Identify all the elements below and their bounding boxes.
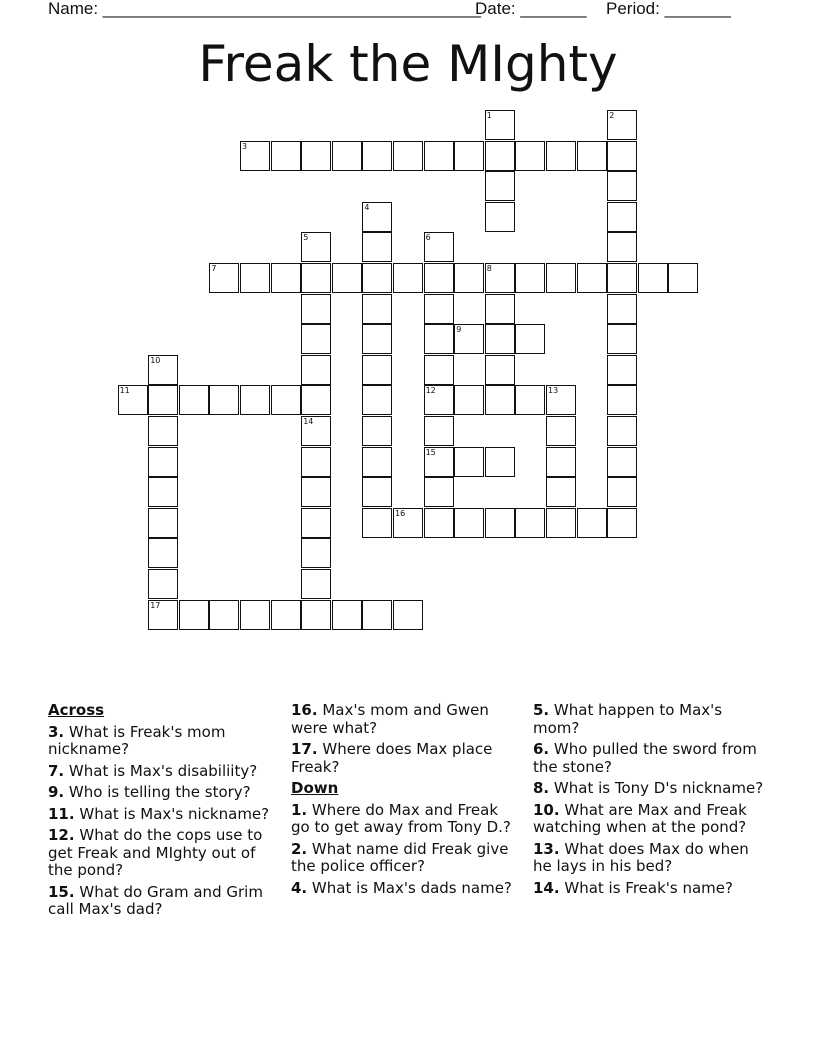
grid-cell[interactable]: [515, 508, 545, 538]
grid-cell[interactable]: [332, 600, 362, 630]
grid-cell[interactable]: [485, 385, 515, 415]
grid-cell[interactable]: [638, 263, 668, 293]
cell-number: 13: [548, 386, 559, 396]
grid-cell[interactable]: [393, 141, 423, 171]
grid-cell[interactable]: [607, 324, 637, 354]
grid-cell[interactable]: [301, 447, 331, 477]
grid-cell[interactable]: [148, 447, 178, 477]
grid-cell[interactable]: [362, 141, 392, 171]
grid-cell[interactable]: [424, 263, 454, 293]
puzzle-title: Freak the MIghty: [198, 35, 618, 93]
cell-number: 2: [609, 111, 615, 120]
cell-number: 15: [425, 447, 436, 457]
grid-cell[interactable]: [301, 569, 331, 599]
grid-cell[interactable]: [271, 600, 301, 630]
grid-cell[interactable]: [209, 600, 239, 630]
grid-cell[interactable]: [424, 477, 454, 507]
grid-cell[interactable]: [301, 355, 331, 385]
clue-down-5: 5. What happen to Max's mom?: [533, 701, 723, 737]
across-heading: Across: [48, 701, 105, 719]
grid-cell[interactable]: [148, 569, 178, 599]
grid-cell[interactable]: [424, 355, 454, 385]
cell-number: 17: [150, 600, 161, 610]
grid-cell[interactable]: [362, 477, 392, 507]
period-field-label[interactable]: Period: _______: [606, 0, 731, 18]
grid-cell[interactable]: [485, 202, 515, 232]
grid-cell[interactable]: [607, 355, 637, 385]
grid-cell[interactable]: [362, 447, 392, 477]
grid-cell[interactable]: [424, 416, 454, 446]
grid-cell[interactable]: [607, 171, 637, 201]
grid-cell[interactable]: [454, 508, 484, 538]
clue-across-12: 12. What do the cops use to get Freak and MIghty out of the pond?: [48, 826, 263, 879]
grid-cell[interactable]: [362, 263, 392, 293]
clue-down-14: 14. What is Freak's name?: [533, 878, 733, 897]
grid-cell[interactable]: [607, 263, 637, 293]
grid-cell[interactable]: [301, 324, 331, 354]
grid-cell[interactable]: [454, 141, 484, 171]
clue-down-6: 6. Who pulled the sword from the stone?: [533, 740, 757, 776]
grid-cell[interactable]: [301, 477, 331, 507]
clue-across-3: 3. What is Freak's mom nickname?: [48, 722, 226, 758]
grid-cell[interactable]: [607, 232, 637, 262]
grid-cell[interactable]: [485, 171, 515, 201]
grid-cell[interactable]: [240, 385, 270, 415]
cell-number: 1: [486, 111, 492, 120]
cell-number: 6: [425, 233, 431, 243]
grid-cell[interactable]: [485, 355, 515, 385]
clue-column-3: [533, 702, 769, 901]
grid-cell[interactable]: [546, 447, 576, 477]
cell-number: 9: [456, 325, 462, 335]
grid-cell[interactable]: [485, 294, 515, 324]
grid-cell[interactable]: [515, 324, 545, 354]
cell-number: 14: [303, 417, 314, 426]
grid-cell[interactable]: [546, 416, 576, 446]
grid-cell[interactable]: [424, 508, 454, 538]
grid-cell[interactable]: [607, 385, 637, 415]
grid-cell[interactable]: [485, 141, 515, 171]
grid-cell[interactable]: [577, 508, 607, 538]
grid-cell[interactable]: [362, 416, 392, 446]
grid-cell[interactable]: [209, 385, 239, 415]
grid-cell[interactable]: [332, 141, 362, 171]
clue-down-1: 1. Where do Max and Freak go to get away from Tony D.?: [291, 800, 511, 836]
grid-cell[interactable]: [546, 477, 576, 507]
grid-cell[interactable]: [668, 263, 698, 293]
grid-cell[interactable]: [362, 508, 392, 538]
grid-cell[interactable]: [393, 600, 423, 630]
name-field-label[interactable]: Name: ________________________________________: [48, 0, 481, 18]
grid-cell[interactable]: [301, 385, 331, 415]
grid-cell[interactable]: [148, 416, 178, 446]
grid-cell[interactable]: [179, 385, 209, 415]
clue-across-11: 11. What is Max's nickname?: [48, 804, 270, 823]
grid-cell[interactable]: [393, 263, 423, 293]
grid-cell[interactable]: [577, 263, 607, 293]
grid-cell[interactable]: [332, 263, 362, 293]
clue-across-16: 16. Max's mom and Gwen were what?: [291, 701, 489, 737]
grid-cell[interactable]: [301, 263, 331, 293]
grid-cell[interactable]: [515, 141, 545, 171]
clue-down-8: 8. What is Tony D's nickname?: [533, 779, 764, 797]
grid-cell[interactable]: [362, 294, 392, 324]
clue-down-4: 4. What is Max's dads name?: [291, 878, 512, 897]
grid-cell[interactable]: [362, 324, 392, 354]
clue-across-17: 17. Where does Max place Freak?: [291, 740, 493, 776]
cell-number: 16: [395, 508, 406, 518]
grid-cell[interactable]: [607, 202, 637, 232]
grid-cell[interactable]: [515, 263, 545, 293]
grid-cell[interactable]: [546, 263, 576, 293]
grid-cell[interactable]: [362, 355, 392, 385]
clue-down-13: 13. What does Max do when he lays in his bed?: [533, 839, 749, 875]
grid-cell[interactable]: [424, 141, 454, 171]
cell-number: 8: [486, 264, 492, 273]
cell-number: 11: [119, 386, 130, 396]
grid-cell[interactable]: [271, 385, 301, 415]
grid-cell[interactable]: [271, 141, 301, 171]
grid-cell[interactable]: [240, 600, 270, 630]
grid-cell[interactable]: [546, 141, 576, 171]
clue-across-9: 9. Who is telling the story?: [48, 783, 251, 801]
grid-cell[interactable]: [148, 538, 178, 568]
grid-cell[interactable]: [362, 385, 392, 415]
grid-cell[interactable]: [179, 600, 209, 630]
grid-cell[interactable]: [301, 600, 331, 630]
grid-cell[interactable]: [301, 141, 331, 171]
grid-cell[interactable]: [607, 477, 637, 507]
grid-cell[interactable]: [301, 294, 331, 324]
grid-cell[interactable]: [362, 232, 392, 262]
grid-cell[interactable]: [301, 508, 331, 538]
grid-cell[interactable]: [485, 447, 515, 477]
grid-cell[interactable]: [607, 294, 637, 324]
grid-cell[interactable]: [454, 385, 484, 415]
clue-across-7: 7. What is Max's disabiliity?: [48, 761, 258, 780]
grid-cell[interactable]: [424, 324, 454, 354]
grid-cell[interactable]: [240, 263, 270, 293]
grid-cell[interactable]: [301, 538, 331, 568]
cell-number: 12: [425, 386, 436, 396]
grid-cell[interactable]: [362, 600, 392, 630]
grid-cell[interactable]: [148, 385, 178, 415]
clue-down-2: 2. What name did Freak give the police officer?: [291, 839, 509, 875]
cell-number: 4: [364, 202, 370, 212]
grid-cell[interactable]: [424, 294, 454, 324]
grid-cell[interactable]: [607, 141, 637, 171]
grid-cell[interactable]: [607, 447, 637, 477]
grid-cell[interactable]: [577, 141, 607, 171]
down-heading: Down: [291, 779, 339, 797]
clue-column-2: [291, 702, 517, 901]
grid-cell[interactable]: [454, 447, 484, 477]
grid-cell[interactable]: [148, 477, 178, 507]
grid-cell[interactable]: [515, 385, 545, 415]
grid-cell[interactable]: [485, 508, 515, 538]
cell-number: 10: [150, 355, 161, 365]
grid-cell[interactable]: [454, 263, 484, 293]
grid-cell[interactable]: [607, 508, 637, 538]
grid-cell[interactable]: [148, 508, 178, 538]
cell-number: 5: [303, 233, 309, 243]
clue-down-10: 10. What are Max and Freak watching when at the pond?: [533, 800, 747, 836]
grid-cell[interactable]: [546, 508, 576, 538]
clue-across-15: 15. What do Gram and Grim call Max's dad?: [48, 882, 263, 918]
grid-cell[interactable]: [607, 416, 637, 446]
grid-cell[interactable]: [485, 324, 515, 354]
cell-number: 7: [211, 264, 217, 273]
date-field-label[interactable]: Date: _______: [475, 0, 587, 18]
cell-number: 3: [242, 141, 248, 151]
clue-column-1: [48, 702, 280, 923]
grid-cell[interactable]: [271, 263, 301, 293]
